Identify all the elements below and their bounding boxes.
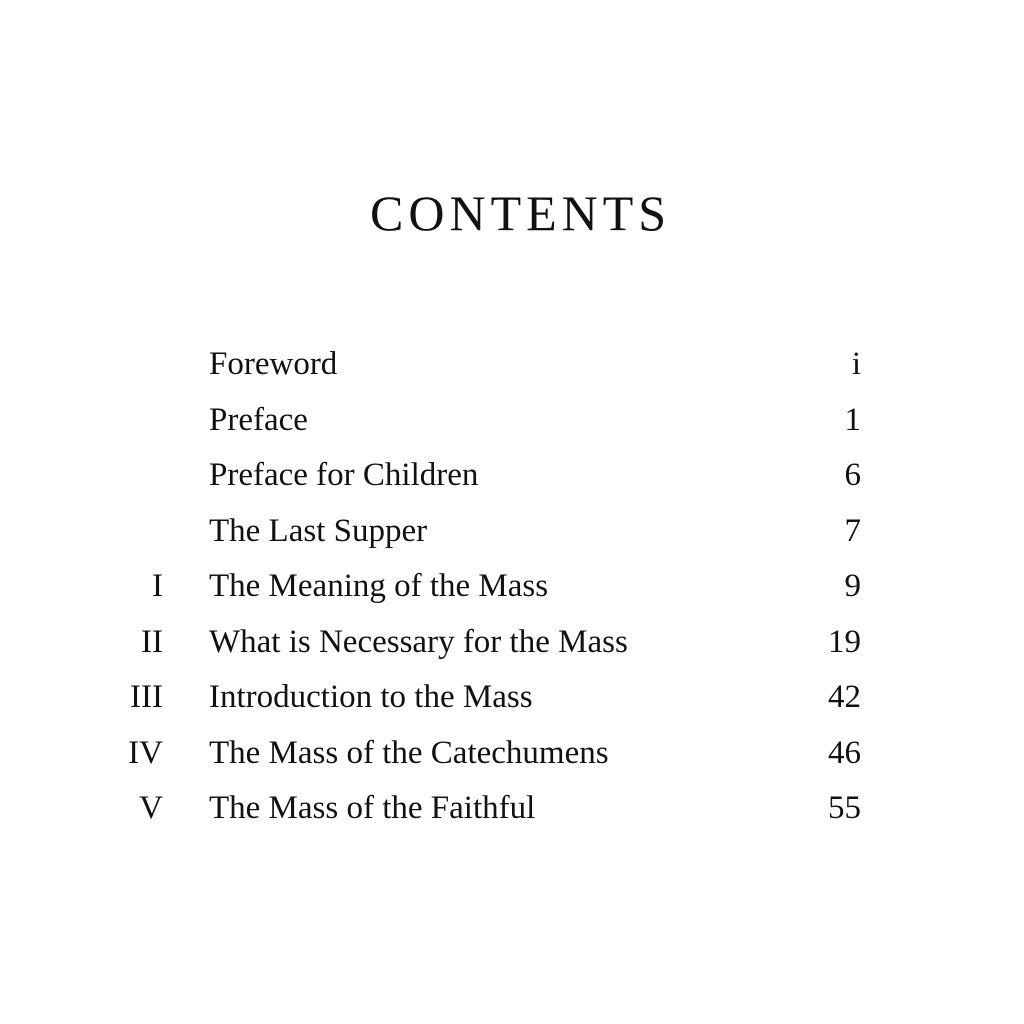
page-number: 42 [828, 679, 861, 715]
toc-entry-foreword [0, 337, 1024, 393]
toc-entry-chapter-1 [0, 559, 1024, 615]
page-number: 1 [844, 401, 861, 438]
entry-title: Foreword [209, 346, 338, 382]
entry-title: Preface [209, 401, 308, 438]
chapter-numeral: III [130, 679, 163, 715]
entry-title: Preface for Children [209, 457, 479, 493]
page-number: 7 [844, 512, 861, 549]
entry-title: The Last Supper [209, 512, 428, 549]
chapter-numeral: IV [128, 734, 163, 771]
toc-entry-chapter-3 [0, 670, 1024, 726]
entry-title: The Mass of the Faithful [209, 790, 536, 826]
page-number: 19 [828, 623, 861, 660]
page-number: 46 [828, 734, 861, 771]
toc-entry-last-supper [0, 504, 1024, 560]
toc-entry-chapter-5 [0, 781, 1024, 837]
toc-entry-preface [0, 393, 1024, 449]
chapter-numeral: I [152, 568, 163, 604]
page-number: 55 [828, 790, 861, 826]
entry-title: The Mass of the Catechumens [209, 734, 609, 771]
toc-entry-preface-for-children [0, 448, 1024, 504]
toc-entry-chapter-2 [0, 615, 1024, 671]
entry-title: What is Necessary for the Mass [209, 623, 628, 660]
entry-title: The Meaning of the Mass [209, 568, 549, 604]
chapter-numeral: II [141, 623, 163, 660]
toc-entry-chapter-4 [0, 726, 1024, 782]
page-number: 9 [844, 568, 861, 604]
page-number: i [851, 346, 861, 382]
entry-title: Introduction to the Mass [209, 679, 533, 715]
table-of-contents [0, 337, 1024, 837]
chapter-numeral: V [139, 790, 163, 826]
page-title: CONTENTS [370, 185, 672, 241]
page-number: 6 [844, 457, 861, 493]
